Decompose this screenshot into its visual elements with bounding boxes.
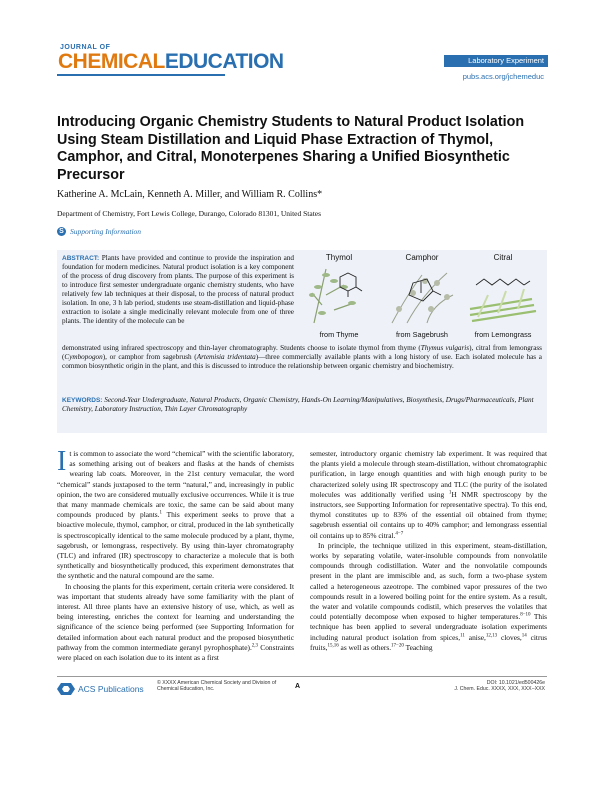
paragraph-text: This experiment seeks to prove that a bioactive molecule, thymol, camphor, or citral, produced in the lab synthetically is spectroscopically identical to the same molecule produced by a plant, thyme, sagebrush, or lemongrass, respectively. By using thin-layer chromatography (TLC) and infrared (IR) spectroscopy to characterize a molecule that is both synthetically and biosynthetically produced, this experiment demonstrates that the synthetic and the natural compound are the same. [57, 510, 294, 581]
abstract-text-top [62, 254, 294, 326]
acs-publications-logo [57, 682, 144, 696]
toc-name: Camphor [405, 253, 439, 262]
citation-ref[interactable]: 17−20 [391, 643, 404, 649]
latin-name-lemongrass: Cymbopogon [64, 353, 103, 362]
paragraph [57, 582, 294, 664]
doi-block [440, 680, 545, 693]
supporting-info-icon: S [57, 227, 66, 236]
supporting-information-link[interactable] [57, 227, 141, 236]
paragraph [57, 446, 294, 582]
paragraph-text: t is common to associate the word “chemical” with the scientific laboratory, as something arising out of beakers and flasks at the hands of chemists wearing lab coats. Moreover, in the 21st century vernacular, the word “chemical” stands juxtaposed to the term “natural,” and, increasingly in public opinion, the two are considered mutually exclusive occurrences. While it is true that many manmade chemicals are toxic, the same can be said about many compounds produced by plants. [57, 449, 294, 520]
author-list: Katherine A. McLain, Kenneth A. Miller, and William R. Collins* [57, 189, 323, 200]
toc-panel-citral [466, 253, 540, 339]
body-column-left [57, 446, 294, 663]
citation-ref[interactable]: 8−10 [520, 612, 531, 618]
paragraph-text: citrus fruits, [310, 632, 547, 652]
toc-caption: from Sagebrush [396, 330, 448, 339]
lemongrass-plant-image [468, 265, 538, 325]
abstract-body-part: ), citral from lemongrass ( [62, 344, 542, 362]
toc-name: Thymol [325, 253, 353, 262]
paragraph-text: Teaching [403, 642, 433, 652]
citation-ref[interactable]: 1 [159, 510, 163, 516]
keywords [62, 396, 542, 414]
section-label: Laboratory Experiment [444, 55, 548, 67]
journal-logo-top: JOURNAL OF [60, 44, 111, 51]
page-number: A [295, 683, 301, 690]
paragraph-text: semester, introductory organic chemistry lab experiment. It was required that the plants yield a molecule through steam-distillation, without chromatographic purification, in large enough quantities and with high enough purity to be characterized solely using IR spectroscopy and TLC (the purity of the isolated molecules was additionally verified using [310, 449, 547, 499]
logo-underline [57, 74, 225, 76]
toc-caption: from Thyme [319, 330, 359, 339]
abstract-body-part: )—three commercially available plants with a long history of use. Each isolated molecule has a common biosynthetic origin in the plant, and this is discussed to introduce the relationship between organic chemistry and biochemistry. [62, 353, 542, 371]
paragraph [310, 541, 547, 653]
abstract-label: ABSTRACT: [62, 255, 100, 262]
citation-line: J. Chem. Educ. XXXX, XXX, XXX−XXX [454, 686, 545, 693]
paragraph-text: anise, [464, 632, 486, 642]
footer-divider [57, 676, 547, 677]
body-column-right [310, 449, 547, 653]
paragraph-text: Constraints were placed on each isolation due to its intent as a first [57, 642, 294, 663]
thyme-plant-image [304, 265, 374, 325]
keywords-list: Second-Year Undergraduate, Natural Products, Organic Chemistry, Hands-On Learning/Manipulatives, Biosynthesis, Drugs/Pharmaceuticals, Plant Chemistry, Laboratory Instruction, Thin Layer Chromatography [62, 396, 534, 414]
sagebrush-plant-image [387, 265, 457, 325]
article-title: Introducing Organic Chemistry Students to Natural Product Isolation Using Steam Distillation and Liquid Phase Extraction of Thymol, Camphor, and Citral, Monoterpenes Sharing a Unified Biosynthetic Precursor [57, 114, 525, 183]
citation-ref[interactable]: 4−7 [395, 531, 404, 537]
paragraph-text: as well as others. [338, 642, 392, 652]
toc-name: Citral [493, 253, 513, 262]
logo-education: EDUCATION [164, 50, 284, 73]
copyright-notice: © XXXX American Chemical Society and Division of Chemical Education, Inc. [157, 680, 277, 693]
publisher-name: ACS Publications [78, 684, 144, 694]
doi-link[interactable]: DOI: 10.1021/ed500426e [486, 680, 545, 686]
supporting-info-label: Supporting Information [70, 227, 142, 236]
abstract-body-part: demonstrated using infrared spectroscopy and thin-layer chromatography. Students choose to isolate thymol from thyme ( [62, 344, 421, 352]
citation-ref[interactable]: 11 [460, 633, 465, 639]
paragraph-text: This technique has been applied to several undergraduate isolation experiments including natural product isolation from spices, [310, 612, 548, 642]
keywords-label: KEYWORDS: [62, 397, 103, 404]
acs-hexagon-icon [57, 682, 75, 696]
toc-panel-camphor [385, 253, 459, 339]
paragraph [310, 449, 547, 541]
latin-name-sagebrush: Artemisia tridentata [196, 353, 256, 362]
citation-ref[interactable]: 2,3 [251, 643, 259, 649]
journal-url-link[interactable]: pubs.acs.org/jchemeduc [462, 72, 544, 81]
logo-chemical: CHEMICAL [58, 50, 165, 73]
abstract-body-top: Plants have provided and continue to provide the inspiration and foundation for modern medicines. Natural product isolation is a key component of the process of drug discovery from plants. The purpose of this experiment is to introduce first semester undergraduate organic chemistry students, who have relatively few lab techniques at their disposal, to the process of natural product isolation. In one, 3 h lab period, students use steam-distillation and liquid-phase extraction to isolate a single medicinally relevant molecule from one of three plants. The identity of the molecule can be [62, 254, 295, 326]
toc-caption: from Lemongrass [474, 330, 532, 339]
abstract-text-bottom [62, 344, 542, 371]
paragraph-text: In principle, the technique utilized in this experiment, steam-distillation, works by separating volatile, water-insoluble compounds from nonvolatile compounds through codistillation. Water and the nonvolatile compounds present in the plant are immiscible and, as such, form a two-phase system called a heterogeneous azeotrope. The combined vapor pressures of the two compounds result in a lowered boiling point for the entire system. As a result, the water and volatile compounds codistil, which preserves the volatiles that could potentially decompose when exposed to higher temperatures. [310, 540, 547, 622]
journal-logo [58, 51, 284, 73]
paragraph-text: H NMR spectroscopy by the instructors, see Supporting Information for representative spectra). To this end, thymol constitutes up to 83% of the essential oil obtained from thyme; sagebrush essential oil contains up to 40% camphor; and lemongrass essential oil contains up to 85% citral. [310, 489, 547, 540]
drop-cap: I [57, 446, 67, 477]
abstract-body-part: ), or camphor from sagebrush ( [102, 353, 197, 362]
paragraph-text: cloves, [497, 632, 522, 642]
toc-panel-thymol [302, 253, 376, 339]
paragraph-text: In choosing the plants for this experiment, certain criteria were considered. It was important that students already have some familiarity with the plant of interest. All three plants have an extensive history of use, which, as well as being interesting, enriches the context for learning and understanding the significance of the science being performed (see Supporting Information for detailed information about each natural product and the proposed biosynthetic pathway from the common intermediate geranyl pyrophosphate). [57, 581, 294, 652]
superscript: 1 [448, 490, 452, 496]
citation-ref[interactable]: 15,16 [327, 643, 339, 649]
affiliation: Department of Chemistry, Fort Lewis College, Durango, Colorado 81301, United States [57, 209, 322, 218]
citation-ref[interactable]: 14 [521, 633, 527, 639]
citation-ref[interactable]: 12,13 [485, 633, 498, 639]
latin-name-thyme: Thymus vulgaris [420, 344, 470, 352]
